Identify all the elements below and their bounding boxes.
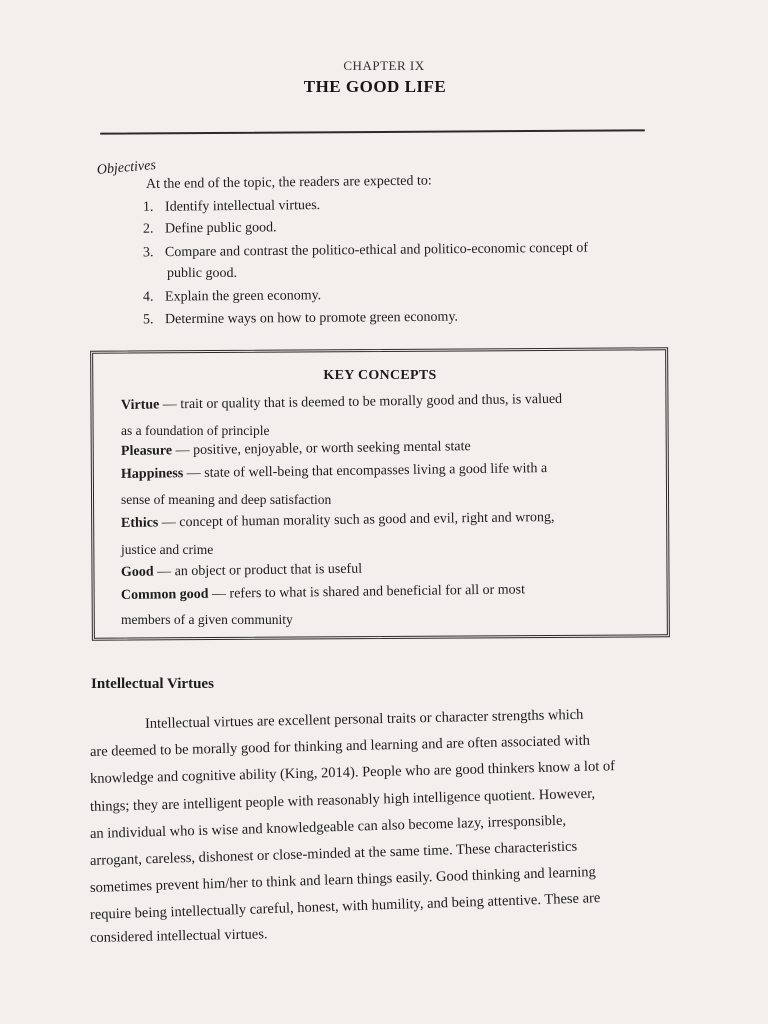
objective-item — [143, 310, 458, 329]
key-concepts-title: KEY CONCEPTS — [323, 368, 437, 383]
key-concept-separator: — — [183, 465, 205, 482]
section-heading: Intellectual Virtues — [91, 676, 214, 692]
key-concept-term: Ethics — [120, 515, 159, 531]
objective-text: Explain the green economy. — [164, 288, 322, 305]
key-concept-separator: — — [171, 442, 194, 459]
paragraph-line: sometimes prevent him/her to think and learn things easily. Good thinking and learning — [89, 864, 597, 896]
key-concept-definition: state of well-being that encompasses living a good life with a — [204, 461, 548, 481]
key-concept-separator: — — [153, 564, 175, 580]
key-concept-separator: — — [159, 397, 181, 413]
paragraph-line: knowledge and cognitive ability (King, 2014). People who are good thinkers know a lot of — [89, 758, 616, 787]
objective-continuation: public good. — [167, 266, 237, 281]
paragraph-line: an individual who is wise and knowledgeable can also become lazy, irresponsible, — [89, 812, 567, 842]
chapter-title: THE GOOD LIFE — [303, 77, 447, 96]
paragraph-line: are deemed to be morally good for thinking and learning and are often associated with — [89, 732, 591, 760]
paragraph-line: arrogant, careless, dishonest or close-minded at the same time. These characteristics — [89, 838, 578, 869]
key-concept-term: Good — [120, 564, 154, 580]
paragraph-line: considered intellectual virtues. — [89, 926, 268, 946]
key-concept-line — [121, 562, 362, 581]
key-concept-continuation: justice and crime — [121, 542, 214, 557]
chapter-label: CHAPTER IX — [343, 58, 425, 73]
paragraph-line: Intellectual virtues are excellent personal traits or character strengths which — [144, 706, 584, 732]
objective-text: Identify intellectual virtues. — [164, 198, 321, 215]
objective-number: 3. — [142, 245, 154, 261]
key-concept-definition: positive, enjoyable, or worth seeking mental state — [192, 439, 471, 458]
key-concept-continuation: sense of meaning and deep satisfaction — [121, 492, 332, 507]
key-concept-definition: concept of human morality such as good and evil, right and wrong, — [179, 509, 555, 531]
key-concept-separator: — — [208, 586, 230, 602]
title-divider — [100, 129, 645, 134]
key-concept-term: Happiness — [120, 466, 184, 482]
objective-number: 1. — [142, 199, 154, 215]
key-concept-term: Pleasure — [120, 443, 173, 459]
paragraph-line: things; they are intelligent people with reasonably high intelligence quotient. However, — [89, 785, 596, 815]
key-concept-term: Common good — [120, 586, 209, 603]
key-concept-definition: trait or quality that is deemed to be morally good and thus, is valued — [180, 391, 563, 413]
objective-text: Define public good. — [164, 220, 277, 237]
key-concept-term: Virtue — [120, 397, 160, 413]
objective-item — [143, 198, 320, 216]
key-concept-definition: refers to what is shared and beneficial for all or most — [229, 582, 526, 602]
key-concept-continuation: members of a given community — [121, 612, 293, 627]
paragraph-line: require being intellectually careful, honest, with humility, and being attentive. These are — [89, 890, 601, 923]
objective-text: Determine ways on how to promote green economy. — [164, 309, 459, 328]
objectives-heading: Objectives — [96, 157, 157, 178]
objectives-intro: At the end of the topic, the readers are expected to: — [145, 173, 432, 192]
objective-number: 2. — [142, 221, 154, 237]
key-concept-separator: — — [158, 515, 180, 531]
objective-item — [143, 241, 588, 262]
objective-item — [143, 220, 277, 237]
objective-item — [143, 288, 321, 306]
objective-number: 4. — [142, 289, 154, 305]
key-concept-continuation: as a foundation of principle — [121, 423, 270, 438]
key-concept-definition: an object or product that is useful — [174, 561, 363, 580]
objective-number: 5. — [142, 312, 154, 328]
objective-text: Compare and contrast the politico-ethical and politico-economic concept of — [164, 240, 589, 261]
